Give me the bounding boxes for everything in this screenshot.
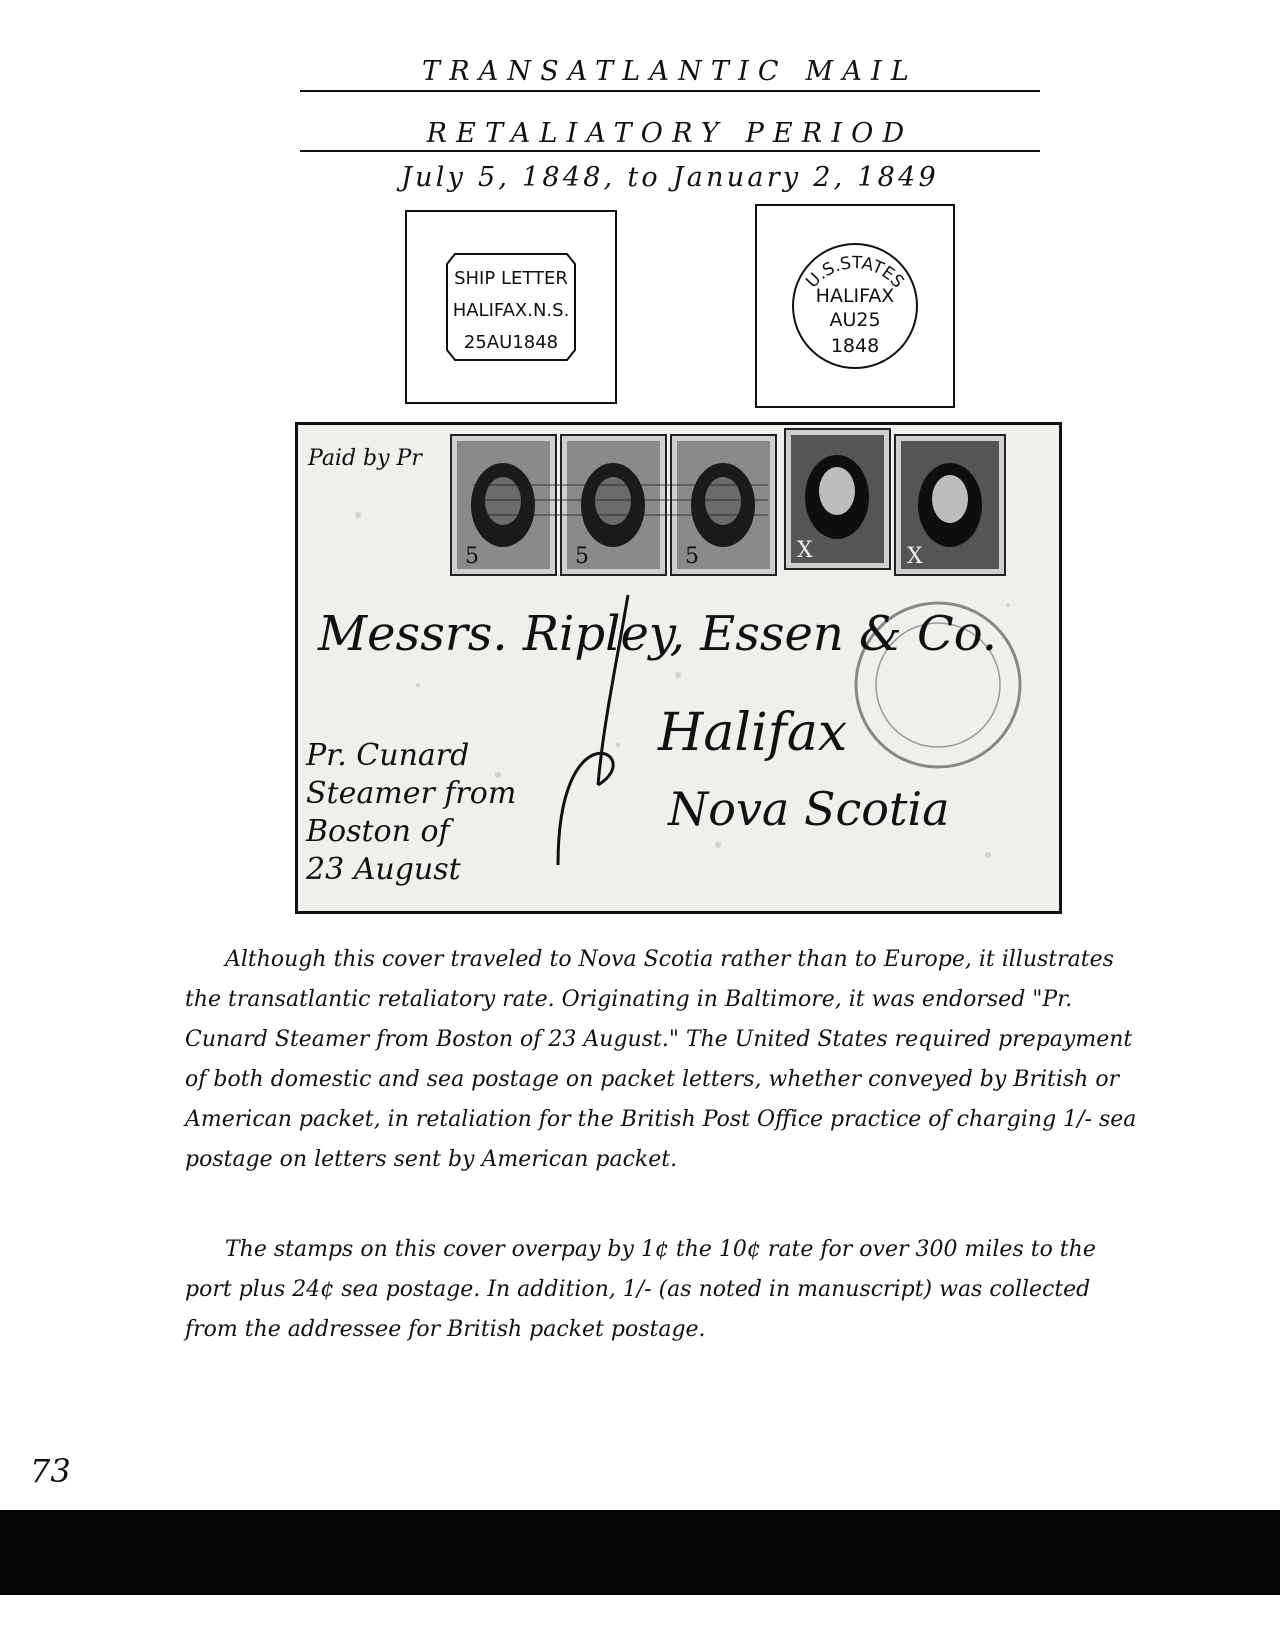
address-line-2: Halifax <box>658 703 848 763</box>
us-states-line3: 1848 <box>830 335 880 357</box>
stamp-5c-1 <box>451 435 556 575</box>
endorsement-line-2: Steamer from <box>306 776 517 811</box>
period-dates: July 5, 1848, to January 2, 1849 <box>401 162 939 193</box>
endorsement-line-1: Pr. Cunard <box>306 738 470 773</box>
ship-letter-marking-box <box>405 210 617 404</box>
stamp-5c-2 <box>561 435 666 575</box>
page-number: 73 <box>30 1452 71 1490</box>
ship-letter-line1: SHIP LETTER <box>454 268 568 289</box>
manuscript-top-note: Paid by Pr <box>308 446 422 471</box>
endorsement-line-3: Boston of <box>306 814 450 849</box>
us-states-marking-box <box>755 204 955 408</box>
stamp-5c-1-value: 5 <box>465 544 479 569</box>
us-states-line2: AU25 <box>829 309 881 331</box>
stamp-5c-3 <box>671 435 776 575</box>
address-line-3: Nova Scotia <box>668 782 950 836</box>
us-states-line1: HALIFAX <box>815 285 895 307</box>
page-title: TRANSATLANTIC MAIL <box>422 56 918 87</box>
address-line-1: Messrs. Ripley, Essen & Co. <box>318 606 998 662</box>
description-paragraph-2: The stamps on this cover overpay by 1¢ the 10¢ rate for over 300 miles to the port plus 24¢ sea postage. In addition, 1/- (as noted in manuscript) was collected from the addressee for British packet postage. <box>185 1237 1096 1342</box>
description-paragraph-1: Although this cover traveled to Nova Scotia rather than to Europe, it illustrates the transatlantic retaliatory rate. Originating in Baltimore, it was endorsed "Pr. Cunard Steamer from Boston of 23 August." The United States required prepayment of both domestic and sea postage on packet letters, whether conveyed by British or American packet, in retaliation for the British Post Office practice of charging 1/- sea postage on letters sent by American packet. <box>185 947 1137 1172</box>
subtitle-rule <box>300 150 1040 152</box>
cover-image <box>295 422 1062 914</box>
page-subtitle: RETALIATORY PERIOD <box>426 118 914 149</box>
title-rule <box>300 90 1040 92</box>
ship-letter-line3: 25AU1848 <box>463 332 559 353</box>
us-states-arc-text: U.S.STATES <box>802 253 908 293</box>
scan-border-band <box>0 1510 1280 1595</box>
cover-drawing <box>298 425 1059 911</box>
stamp-5c-2-value: 5 <box>575 544 589 569</box>
stamp-strip <box>451 429 1005 575</box>
ship-letter-handstamp <box>407 212 615 402</box>
ship-letter-line2: HALIFAX.N.S. <box>452 300 570 321</box>
stamp-10c-2 <box>895 435 1005 575</box>
stamp-10c-1-value: X <box>797 538 813 563</box>
stamp-10c-2-value: X <box>907 544 923 569</box>
us-states-handstamp <box>757 206 953 406</box>
endorsement-line-4: 23 August <box>306 852 461 887</box>
stamp-10c-1 <box>785 429 890 569</box>
stamp-5c-3-value: 5 <box>685 544 699 569</box>
